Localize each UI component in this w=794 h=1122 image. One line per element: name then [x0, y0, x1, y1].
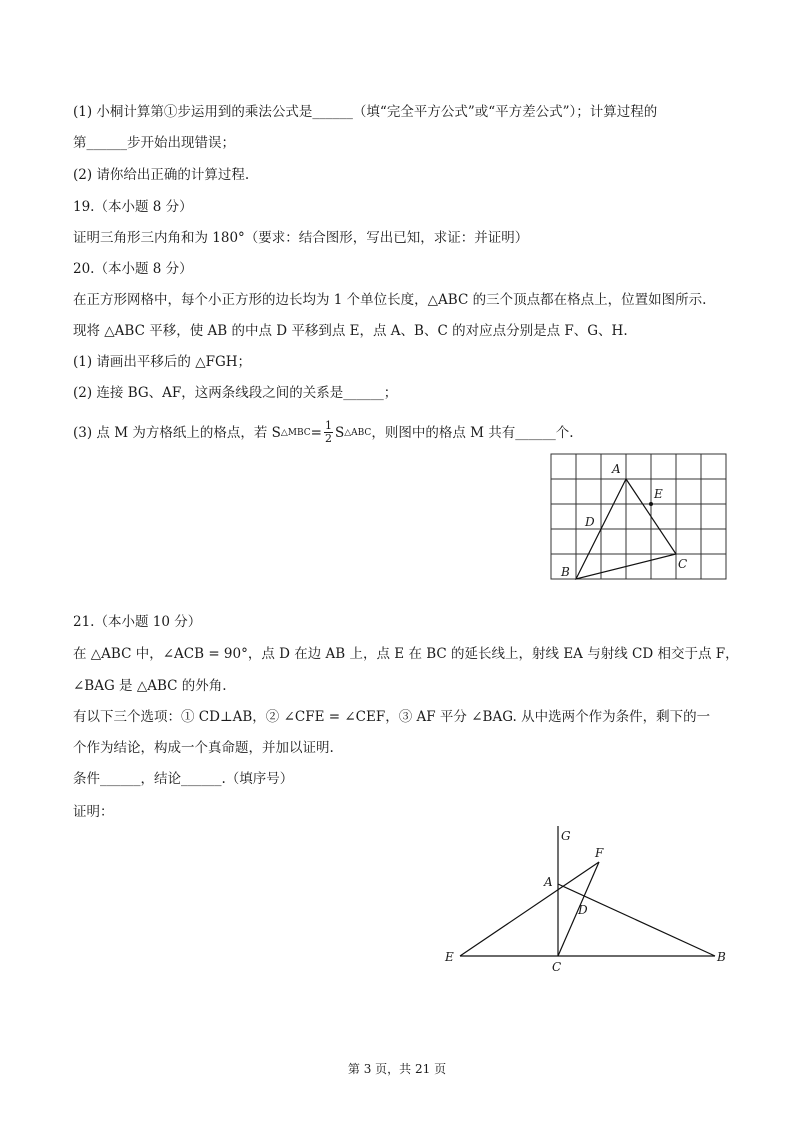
- fraction-denominator: 2: [324, 432, 332, 445]
- q18-part2: (2) 请你给出正确的计算过程.: [73, 167, 250, 183]
- q21-line5: 条件______，结论______.（填序号）: [73, 771, 294, 787]
- q20-line1: 在正方形网格中，每个小正方形的边长均为 1 个单位长度，△ABC 的三个顶点都在格点上，位置如图所示.: [73, 292, 707, 308]
- q20-part1: (1) 请画出平移后的 △FGH；: [73, 354, 252, 370]
- label-d: D: [578, 903, 588, 917]
- q18-part1-line1: (1) 小桐计算第①步运用到的乘法公式是______（填“完全平方公式”或“平方差公式”）；计算过程的: [73, 104, 658, 120]
- q21-proof-label: 证明：: [73, 804, 114, 820]
- q20-part3-s: S: [334, 424, 345, 441]
- grid-lines: [551, 454, 726, 579]
- page-footer: 第 3 页，共 21 页: [347, 1062, 447, 1076]
- fraction-one-half: [324, 420, 333, 445]
- q20-part2: (2) 连接 BG、AF，这两条线段之间的关系是______；: [73, 385, 398, 401]
- q20-part3-before: (3) 点 M 为方格纸上的格点，若 S: [73, 424, 281, 441]
- label-c: C: [552, 960, 562, 974]
- q20-part3-sub2: △ABC: [344, 427, 372, 438]
- q19-text: 证明三角形三内角和为 180°（要求：结合图形，写出已知，求证：并证明）: [73, 230, 529, 246]
- figure-lines: [460, 826, 715, 956]
- q21-header: 21.（本小题 10 分）: [73, 614, 202, 630]
- q20-part3-sub1: △MBC: [280, 427, 311, 438]
- q20-grid-figure: [545, 448, 735, 588]
- label-a: A: [612, 462, 621, 476]
- q19-header: 19.（本小题 8 分）: [73, 199, 193, 215]
- q20-part3-after: ，则图中的格点 M 共有______个.: [371, 424, 574, 441]
- q20-line2: 现将 △ABC 平移，使 AB 的中点 D 平移到点 E，点 A、B、C 的对应点分别是点 F、G、H.: [73, 323, 628, 339]
- q20-part3-eq: =: [310, 424, 322, 441]
- fraction-numerator: 1: [324, 419, 332, 432]
- q21-line3: 有以下三个选项：① CD⊥AB，② ∠CFE = ∠CEF，③ AF 平分 ∠BAG. 从中选两个作为条件，剩下的一: [73, 709, 711, 725]
- q18-part1-line2: 第______步开始出现错误；: [73, 135, 235, 151]
- q20-header: 20.（本小题 8 分）: [73, 261, 193, 277]
- label-e: E: [445, 950, 454, 964]
- label-b: B: [561, 565, 570, 579]
- label-d: D: [585, 515, 595, 529]
- label-a: A: [544, 875, 553, 889]
- q20-part3: [73, 420, 574, 445]
- q21-geometry-figure: [430, 820, 740, 980]
- label-f: F: [595, 846, 604, 860]
- q21-line2: ∠BAG 是 △ABC 的外角.: [73, 678, 227, 694]
- q21-line1: 在 △ABC 中，∠ACB = 90°，点 D 在边 AB 上，点 E 在 BC 的延长线上，射线 EA 与射线 CD 相交于点 F，: [73, 646, 739, 662]
- point-e-dot: [649, 502, 653, 506]
- q21-line4: 个作为结论，构成一个真命题，并加以证明.: [73, 740, 334, 756]
- label-g: G: [561, 829, 571, 843]
- label-e: E: [654, 487, 663, 501]
- label-c: C: [678, 557, 688, 571]
- label-b: B: [717, 950, 726, 964]
